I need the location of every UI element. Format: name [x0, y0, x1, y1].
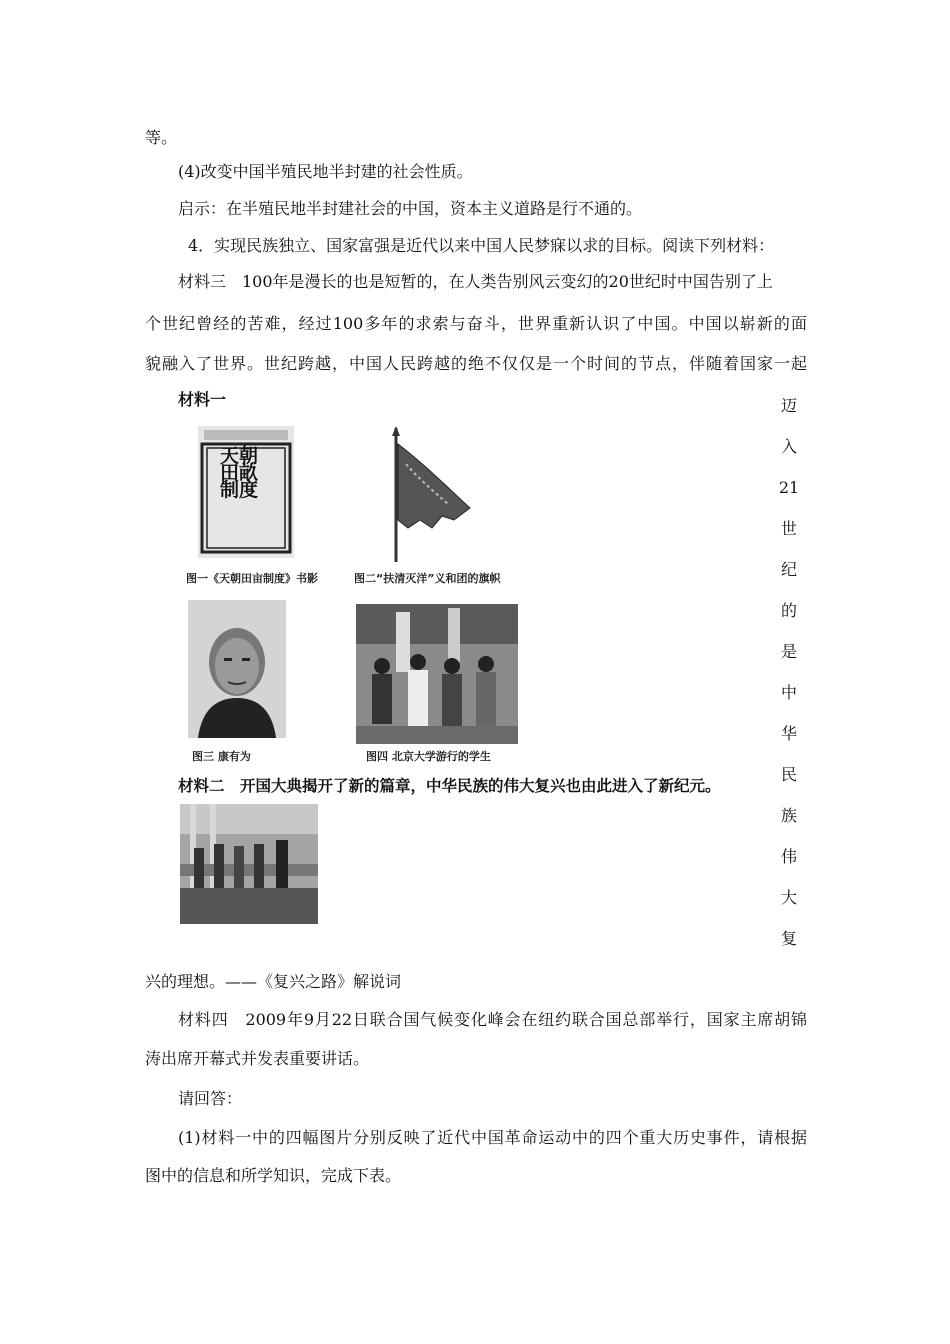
- please-answer: 请回答：: [178, 1089, 243, 1108]
- figure-founding-ceremony-photo: [180, 804, 318, 924]
- material-4-line-1: 材料四 2009年9月22日联合国气候变化峰会在纽约联合国总部举行，国家主席胡锦: [178, 1010, 807, 1029]
- figure-1-caption: 图一《天朝田亩制度》书影: [186, 572, 318, 585]
- material-1-label: 材料一: [178, 390, 227, 409]
- book-title: 天朝田畝制度: [220, 445, 259, 501]
- vertical-char: 伟: [780, 847, 797, 866]
- material-3-line-2: 个世纪曾经的苦难，经过100多年的求索与奋斗，世界重新认识了中国。中国以崭新的面: [145, 314, 807, 333]
- sub-question-1-line-1: (1)材料一中的四幅图片分别反映了近代中国革命运动中的四个重大历史事件，请根据: [178, 1128, 807, 1147]
- vertical-char: 的: [780, 601, 797, 620]
- vertical-char: 入: [780, 437, 797, 456]
- figure-3-portrait: [188, 600, 286, 738]
- figure-2-flag: [384, 424, 474, 564]
- vertical-char: 中: [780, 683, 797, 702]
- material-2-text: 材料二 开国大典揭开了新的篇章，中华民族的伟大复兴也由此进入了新纪元。: [178, 777, 721, 795]
- vertical-char: 复: [780, 929, 797, 948]
- text-line-2: (4)改变中国半殖民地半封建的社会性质。: [178, 162, 473, 181]
- vertical-char: 族: [780, 806, 797, 825]
- vertical-char: 是: [780, 642, 797, 661]
- vertical-char: 21: [778, 478, 800, 497]
- figure-4-photo: [356, 604, 518, 744]
- vertical-char: 迈: [780, 396, 797, 415]
- founding-ceremony-image: [180, 804, 318, 924]
- sub-question-1-line-2: 图中的信息和所学知识，完成下表。: [145, 1166, 402, 1185]
- question-4: 4．实现民族独立、国家富强是近代以来中国人民梦寐以求的目标。阅读下列材料：: [188, 236, 775, 255]
- figure-2-caption: 图二“扶清灭洋”义和团的旗帜: [354, 572, 501, 585]
- text-line-8: 兴的理想。——《复兴之路》解说词: [145, 972, 402, 991]
- text-line-1: 等。: [145, 128, 178, 147]
- vertical-char: 世: [780, 519, 797, 538]
- vertical-char: 大: [780, 888, 797, 907]
- protest-photo-image: [356, 604, 518, 744]
- figure-4-caption: 图四 北京大学游行的学生: [366, 750, 491, 763]
- vertical-char: 纪: [780, 560, 797, 579]
- text-line-3: 启示：在半殖民地半封建社会的中国，资本主义道路是行不通的。: [178, 199, 643, 218]
- portrait-image: [188, 600, 286, 738]
- vertical-char: 华: [780, 724, 797, 743]
- flag-image: [384, 424, 474, 564]
- material-3-line-1: 材料三 100年是漫长的也是短暂的，在人类告别风云变幻的20世纪时中国告别了上: [178, 272, 773, 291]
- material-3-line-3: 貌融入了世界。世纪跨越，中国人民跨越的绝不仅仅是一个时间的节点，伴随着国家一起: [145, 354, 807, 373]
- material-4-line-2: 涛出席开幕式并发表重要讲话。: [145, 1049, 370, 1068]
- vertical-char: 民: [780, 765, 797, 784]
- figure-1-book-cover: [198, 426, 294, 558]
- figure-3-caption: 图三 康有为: [192, 750, 251, 763]
